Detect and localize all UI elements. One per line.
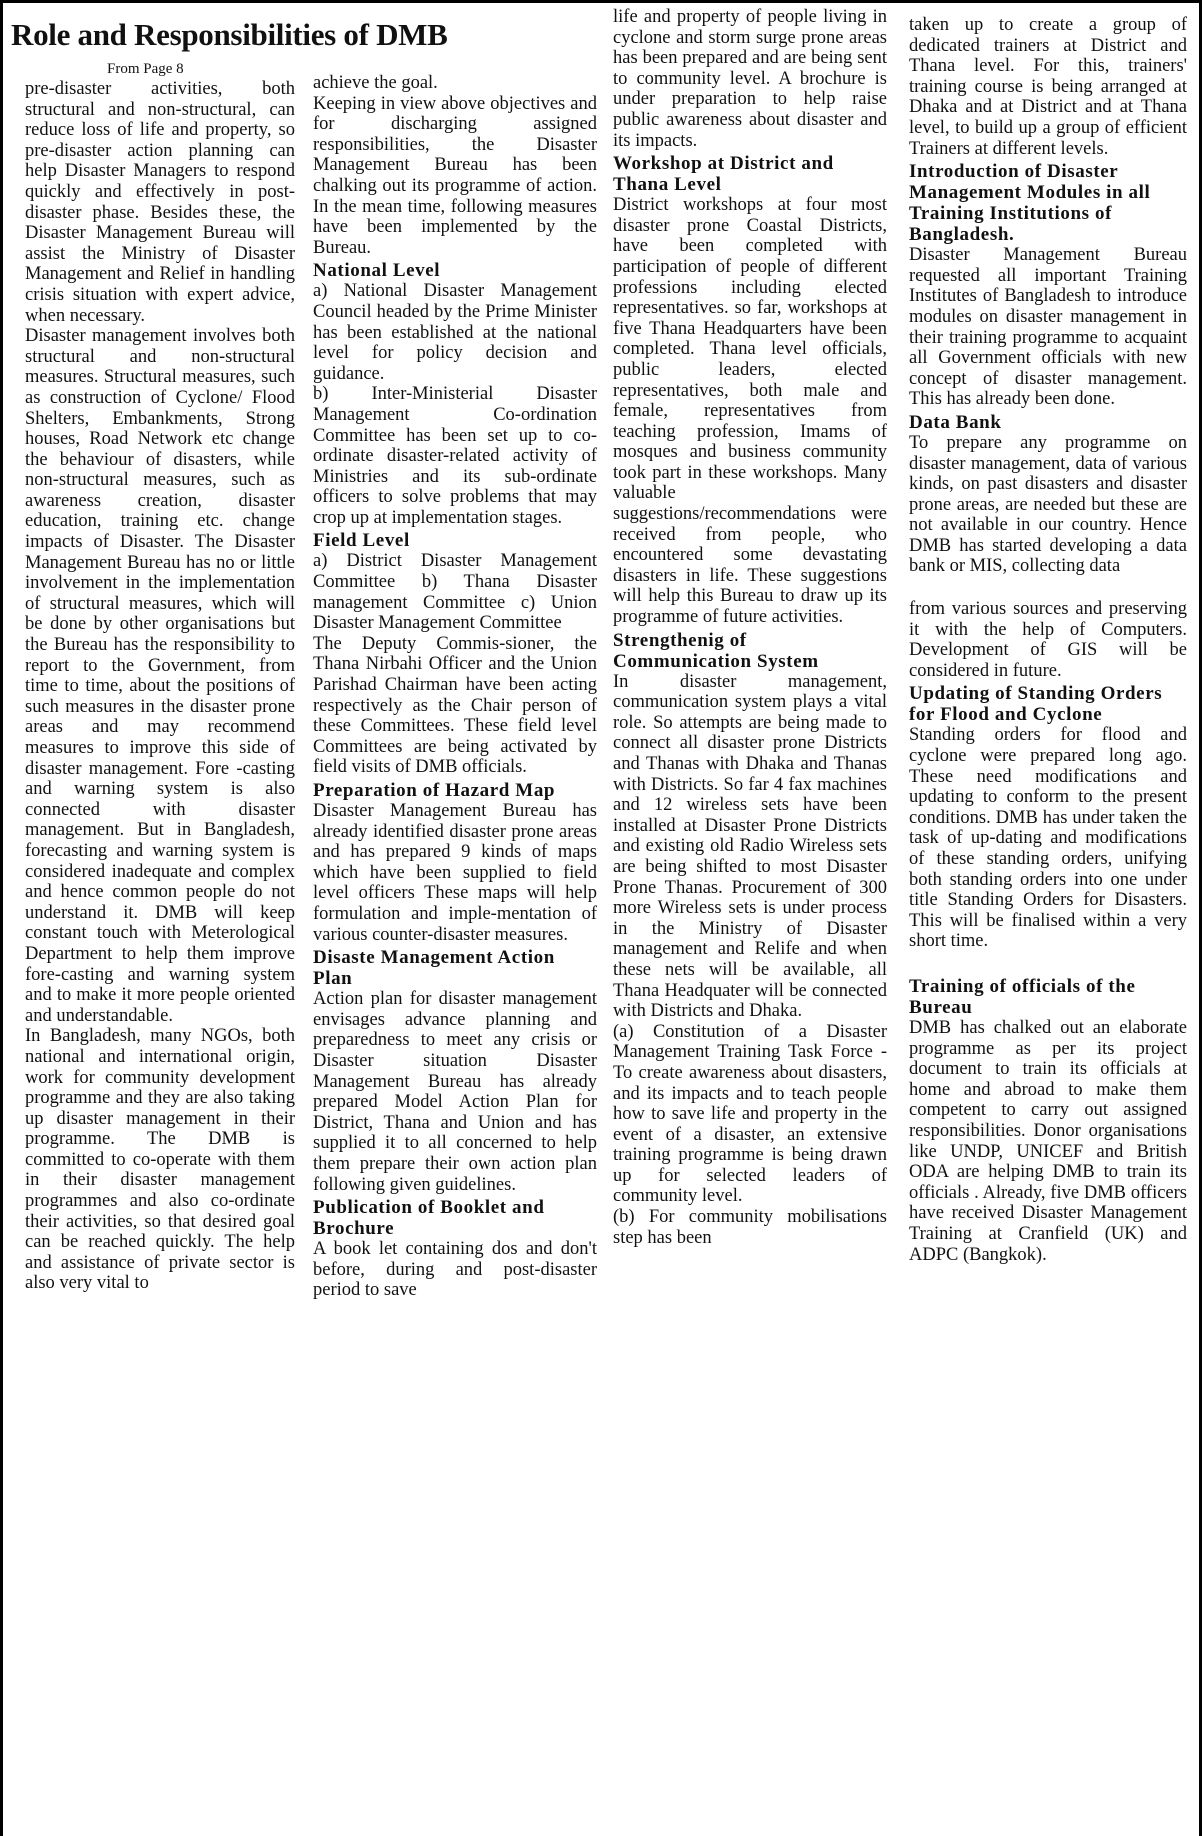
column-4 <box>909 15 1187 1836</box>
column-2 <box>313 73 597 1836</box>
paragraph: (a) Constitution of a Disaster Management Training Task Force - To create awareness about disasters, and its impacts and to teach people how to save life and property in the event of a disaster, an extensive training programme is being drawn up for selected leaders of community level. <box>613 1021 887 1207</box>
section-heading-action-plan: Disaste Management Action Plan <box>313 947 555 990</box>
paragraph: DMB has chalked out an elaborate programme as per its project document to train its officials at home and abroad to make them competent to carry out assigned responsibilities. Donor organisations like UNDP, UNICEF and British ODA are helping DMB to train its officials . Already, five DMB officers have received Disaster Management Training at Cranfield (UK) and ADPC (Bangkok). <box>909 1017 1187 1265</box>
paragraph: Standing orders for flood and cyclone were prepared long ago. These need modifications and updating to conform to the present conditions. DMB has under taken the task of up-dating and modifications of these standing orders, unifying both standing orders into one under title Standing Orders for Disasters. This will be finalised within a very short time. <box>909 725 1187 952</box>
paragraph: Disaster Management Bureau requested all important Training Institutes of Bangladesh to introduce modules on disaster management in their training programme to acquaint all Government officials with new concept of disaster management. This has already been done. <box>909 245 1187 410</box>
paragraph: a) District Disaster Management Committee b) Thana Disaster management Committee c) Union Disaster Management Committee <box>313 551 597 634</box>
paragraph: a) National Disaster Management Council headed by the Prime Minister has been established at the national level for policy decision and guidance. <box>313 281 597 384</box>
paragraph: Action plan for disaster management envisages advance planning and preparedness to meet any crisis or Disaster situation Disaster Management Bureau has already prepared Model Action Plan for District, Thana and Union and has supplied it to all concerned to help them prepare their own action plan following given guidelines. <box>313 989 597 1195</box>
paragraph: In Bangladesh, many NGOs, both national and international origin, work for community development programme and they are also taking up disaster management in their programme. The DMB is committed to co-operate with them in their disaster management programmes and also co-ordinate their activities, so that desired goal can be reached quickly. The help and assistance of private sector is also very vital to <box>25 1026 295 1294</box>
paragraph: To prepare any programme on disaster management, data of various kinds, on past disasters and disaster prone areas, are needed but these are not available in our country. Hence DMB has started developing a data bank or MIS, collecting data <box>909 432 1187 577</box>
section-heading-modules: Introduction of Disaster Management Modules in all Training Institutions of Bangladesh. <box>909 161 1151 246</box>
paragraph: Disaster Management Bureau has already identified disaster prone areas and has prepared 9 kinds of maps which have been supplied to field level officers These maps will help formulation and imple-mentation of various counter-disaster measures. <box>313 801 597 945</box>
paragraph: In disaster management, communication system plays a vital role. So attempts are being made to connect all disaster prone Districts and Thanas with Dhaka and Thanas with Districts. So far 4 fax machines and 12 wireless sets have been installed at Disaster Prone Districts and existing old Radio Wireless sets are being shifted to most Disaster Prone Thanas. Procurement of 300 more Wireless sets is under process in the Ministry of Disaster management and Relife and when these nets will be available, all Thana Headquater will be connected with Districts and Dhaka. <box>613 671 887 1022</box>
paragraph: A book let containing dos and don't before, during and post-disaster period to save <box>313 1239 597 1301</box>
paragraph: pre-disaster activities, both structural and non-structural, can reduce loss of life and property, so pre-disaster action planning can help Disaster Managers to respond quickly and effectively in post-disaster phase. Besides these, the Disaster Management Bureau will assist the Ministry of Disaster Management and Relief in handling crisis situation with expert advice, when necessary. <box>25 79 295 326</box>
paragraph: District workshops at four most disaster prone Coastal Districts, have been completed with participation of people of different professions including elected representatives. so far, workshops at five Thana Headquarters have been completed. Thana level officials, public leaders, elected representatives, both male and female, representatives from teaching profession, Imams of mosques and business community took part in these workshops. Many valuable suggestions/recommendations were received from people, who encountered some devastating disasters in life. These suggestions will help this Bureau to draw up its programme of future activities. <box>613 195 887 628</box>
paragraph: The Deputy Commis-sioner, the Thana Nirbahi Officer and the Union Parishad Chairman have been acting respectively as the Chair person of these Committees. These field level Committees are being activated by field visits of DMB officials. <box>313 633 597 778</box>
section-heading-standing-orders: Updating of Standing Orders for Flood and Cyclone <box>909 683 1163 726</box>
section-heading-data-bank: Data Bank <box>909 411 1002 433</box>
column-3 <box>613 7 887 1836</box>
paragraph: b) Inter-Ministerial Disaster Management Co-ordination Committee has been set up to co-ordinate disaster-related activity of Ministries and its sub-ordinate officers to solve problems that may crop up at implementation stages. <box>313 384 597 528</box>
continued-from-label: From Page 8 <box>107 61 184 77</box>
paragraph: Disaster management involves both structural and non-structural measures. Structural measures, such as construction of Cyclone/ Flood Shelters, Embankments, Strong houses, Road Network etc change the behaviour of disasters, while non-structural measures, such as awareness creation, disaster education, training etc. change impacts of Disaster. The Disaster Management Bureau has no or little involvement in the implementation of structural measures, which will be done by other organisations but the Bureau has the responsibility to report to the Government, from time to time, about the positions of such measures in the disaster prone areas and may recommend measures to improve this side of disaster management. Fore -casting and warning system is also connected with disaster management. But in Bangladesh, forecasting and warning system is considered inadequate and complex and hence common people do not understand it. DMB will keep constant touch with Meterological Department to help them improve fore-casting and warning system and to make it more people oriented and understandable. <box>25 326 295 1026</box>
paragraph: achieve the goal. <box>313 73 438 93</box>
paragraph: Keeping in view above objectives and for discharging assigned responsibilities, the Disaster Management Bureau has been chalking out its programme of action. In the mean time, following measures have been implemented by the Bureau. <box>313 93 597 258</box>
section-heading-hazard-map: Preparation of Hazard Map <box>313 780 556 801</box>
paragraph: (b) For community mobilisations step has been <box>613 1207 887 1248</box>
section-heading-workshop: Workshop at District and Thana Level <box>613 153 834 196</box>
section-heading-booklet: Publication of Booklet and Brochure <box>313 1197 545 1240</box>
paragraph: from various sources and preserving it with the help of Computers. Development of GIS will be considered in future. <box>909 599 1187 681</box>
paragraph: taken up to create a group of dedicated trainers at District and Thana level. For this, trainers' training course is being arranged at Dhaka and at District and at Thana level, to build up a group of efficient Trainers at different levels. <box>909 15 1187 159</box>
column-gap <box>909 952 1187 974</box>
section-heading-national-level: National Level <box>313 260 441 282</box>
paragraph: life and property of people living in cyclone and storm surge prone areas has been prepared and are being sent to community level. A brochure is under preparation to help raise public awareness about disaster and its impacts. <box>613 7 887 151</box>
column-gap <box>909 577 1187 599</box>
section-heading-field-level: Field Level <box>313 530 410 552</box>
section-heading-communication: Strengthenig of Communication System <box>613 629 819 672</box>
column-1 <box>25 3 295 1836</box>
section-heading-training: Training of officials of the Bureau <box>909 975 1136 1018</box>
article-title: Role and Responsibilities of DMB <box>11 17 448 52</box>
